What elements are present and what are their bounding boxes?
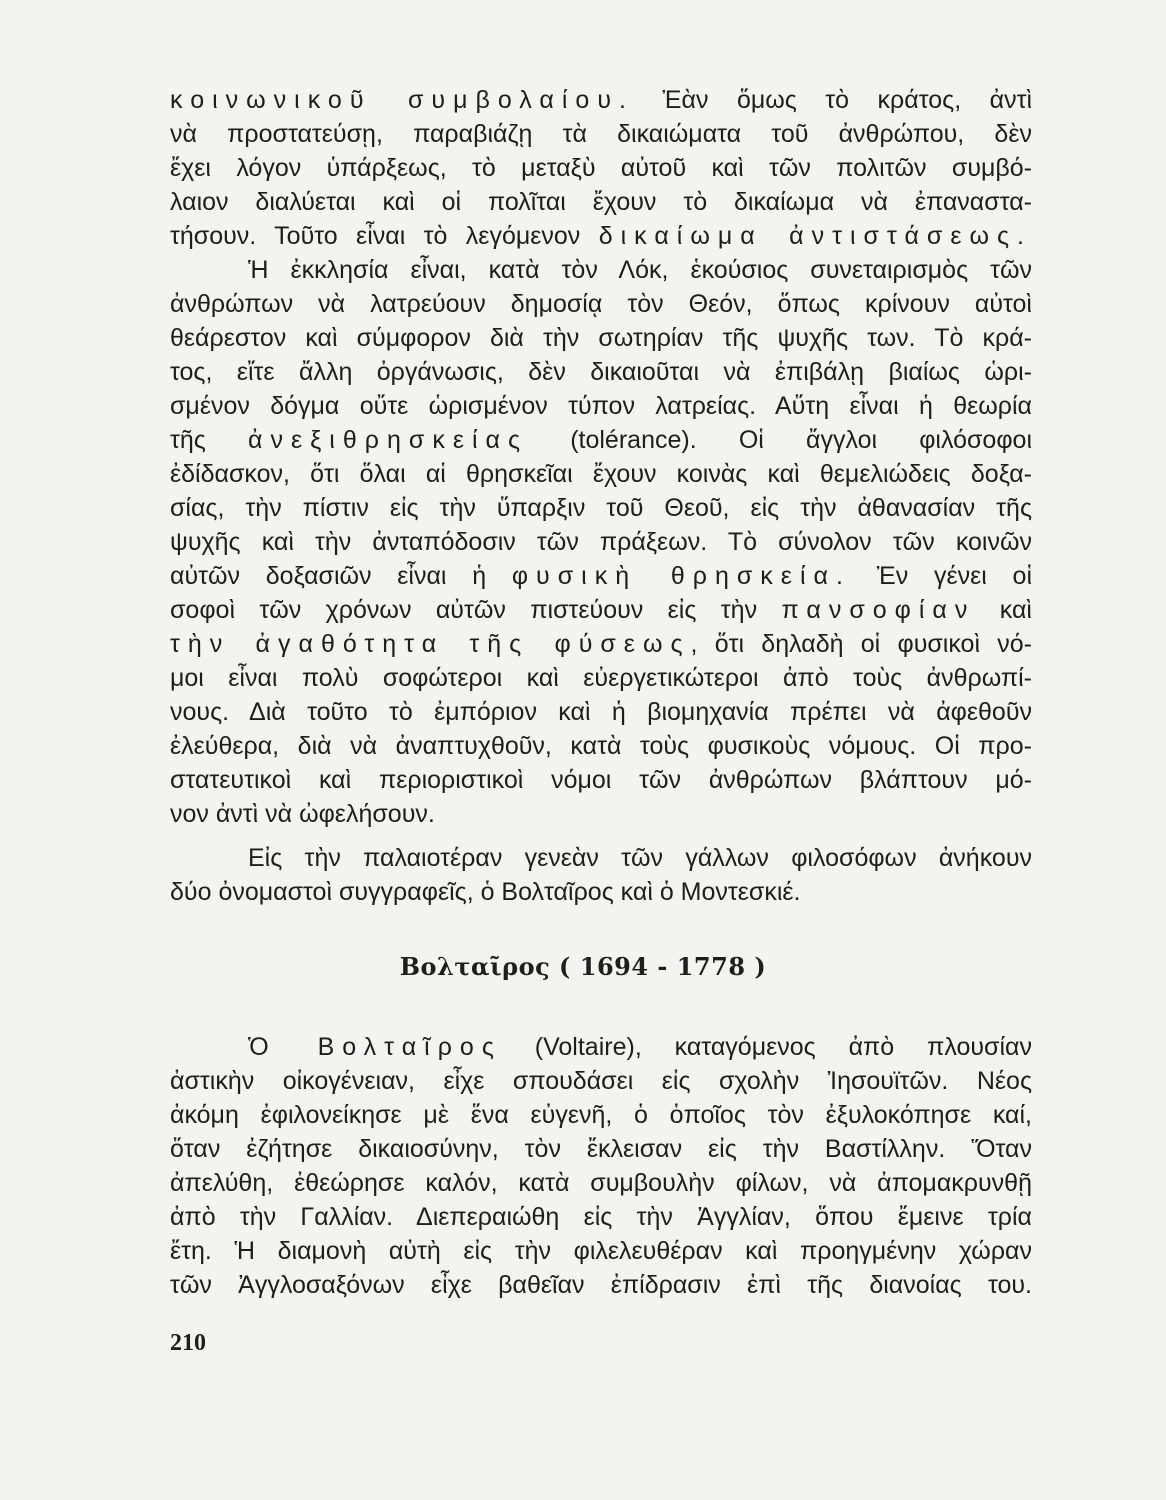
section-heading: Βολταῖρος ( 1694 - 1778 ) xyxy=(399,952,767,981)
text-line xyxy=(170,763,1032,797)
spaced-emphasis-text: κοινωνικοῦ συμβολαίου. xyxy=(170,86,634,114)
spaced-emphasis-text: Ὁ Βολταῖρος xyxy=(248,1033,502,1061)
text-segment: (Voltaire), καταγόμενος ἀπὸ πλουσίαν xyxy=(501,1033,1032,1061)
text-line xyxy=(170,593,1032,627)
text-line xyxy=(170,185,1032,219)
text-line xyxy=(170,321,1032,355)
text-line xyxy=(170,83,1032,117)
text-segment: ἀπὸ τὴν Γαλλίαν. Διεπεραιώθη εἰς τὴν Ἀγγλίαν, ὅπου ἔμεινε τρία xyxy=(170,1203,1032,1231)
spaced-emphasis-text: πανσοφίαν xyxy=(781,596,976,624)
text-segment: (tolérance). Οἱ ἄγγλοι φιλόσοφοι xyxy=(528,426,1032,454)
page-number: 210 xyxy=(170,1330,206,1356)
text-segment: τῆς xyxy=(170,426,249,454)
text-segment: ἔτη. Ἡ διαμονὴ αὐτὴ εἰς τὴν φιλελευθέραν καὶ προηγμένην χώραν xyxy=(170,1237,1032,1265)
text-segment: Ἐν γένει οἱ xyxy=(850,562,1032,590)
text-segment: ἐδίδασκον, ὅτι ὅλαι αἱ θρησκεῖαι ἔχουν κοινὰς καὶ θεμελιώδεις δοξα- xyxy=(170,460,1032,488)
text-segment: ἀστικὴν οἰκογένειαν, εἶχε σπουδάσει εἰς σχολὴν Ἰησουϊτῶν. Νέος xyxy=(170,1067,1032,1095)
text-line xyxy=(170,253,1032,287)
text-line xyxy=(170,117,1032,151)
text-block-voltaire xyxy=(170,1030,1032,1302)
text-segment: ἀνθρώπων νὰ λατρεύουν δημοσίᾳ τὸν Θεόν, ὅπως κρίνουν αὐτοὶ xyxy=(170,290,1032,318)
paragraph xyxy=(170,841,1032,909)
text-line xyxy=(170,1030,1032,1064)
text-line xyxy=(170,287,1032,321)
text-line xyxy=(170,525,1032,559)
text-line xyxy=(170,729,1032,763)
text-segment: νὰ προστατεύσῃ, παραβιάζῃ τὰ δικαιώματα τοῦ ἀνθρώπου, δὲν xyxy=(170,120,1032,148)
text-line xyxy=(170,1166,1032,1200)
text-segment: ψυχῆς καὶ τὴν ἀνταπόδοσιν τῶν πράξεων. Τὸ σύνολον τῶν κοινῶν xyxy=(170,528,1032,556)
text-segment: τήσουν. Τοῦτο εἶναι τὸ λεγόμενον xyxy=(170,222,599,250)
text-segment: στατευτικοὶ καὶ περιοριστικοὶ νόμοι τῶν ἀνθρώπων βλάπτουν μό- xyxy=(170,766,1032,794)
text-segment: ἐλεύθερα, διὰ νὰ ἀναπτυχθοῦν, κατὰ τοὺς φυσικοὺς νόμους. Οἱ προ- xyxy=(170,732,1032,760)
text-line xyxy=(170,491,1032,525)
text-segment: , ὅτι δηλαδὴ οἱ φυσικοὶ νό- xyxy=(690,630,1032,658)
spaced-emphasis-text: δικαίωμα ἀντιστάσεως. xyxy=(598,222,1032,250)
text-line xyxy=(170,1234,1032,1268)
text-segment: ὅταν ἐζήτησε δικαιοσύνην, τὸν ἔκλεισαν εἰς τὴν Βαστίλλην. Ὅταν xyxy=(170,1135,1032,1163)
text-line xyxy=(170,1200,1032,1234)
spaced-emphasis-text: τὴν ἀγαθότητα τῆς φύσεως xyxy=(170,630,691,658)
text-line xyxy=(170,423,1032,457)
text-line xyxy=(170,151,1032,185)
text-line xyxy=(170,355,1032,389)
paragraph xyxy=(170,253,1032,831)
text-segment: θεάρεστον καὶ σύμφορον διὰ τὴν σωτηρίαν τῆς ψυχῆς των. Τὸ κρά- xyxy=(170,324,1032,352)
text-segment: σμένον δόγμα οὔτε ὡρισμένον τύπον λατρείας. Αὕτη εἶναι ἡ θεωρία xyxy=(170,392,1032,420)
text-segment: μοι εἶναι πολὺ σοφώτεροι καὶ εὐεργετικώτεροι ἀπὸ τοὺς ἀνθρωπί- xyxy=(170,664,1032,692)
text-line xyxy=(170,1268,1032,1302)
text-segment: σίας, τὴν πίστιν εἰς τὴν ὕπαρξιν τοῦ Θεοῦ, εἰς τὴν ἀθανασίαν τῆς xyxy=(170,494,1032,522)
text-segment: νους. Διὰ τοῦτο τὸ ἐμπόριον καὶ ἡ βιομηχανία πρέπει νὰ ἀφεθοῦν xyxy=(170,698,1032,726)
text-line xyxy=(170,1132,1032,1166)
paragraph xyxy=(170,83,1032,253)
text-segment: αὐτῶν δοξασιῶν εἶναι ἡ xyxy=(170,562,512,590)
text-line xyxy=(170,389,1032,423)
text-line xyxy=(170,1064,1032,1098)
text-segment: τῶν Ἀγγλοσαξόνων εἶχε βαθεῖαν ἐπίδρασιν ἐπὶ τῆς διανοίας του. xyxy=(170,1271,1032,1299)
text-block-middle xyxy=(170,841,1032,909)
text-segment: ἔχει λόγον ὑπάρξεως, τὸ μεταξὺ αὐτοῦ καὶ τῶν πολιτῶν συμβό- xyxy=(170,154,1032,182)
text-line xyxy=(170,559,1032,593)
text-segment: τος, εἴτε ἄλλη ὀργάνωσις, δὲν δικαιοῦται νὰ ἐπιβάλῃ βιαίως ὡρι- xyxy=(170,358,1032,386)
text-line xyxy=(170,1098,1032,1132)
text-block-top xyxy=(170,83,1032,831)
text-line xyxy=(170,841,1032,875)
text-segment: ἀκόμη ἐφιλονείκησε μὲ ἕνα εὐγενῆ, ὁ ὁποῖος τὸν ἐξυλοκόπησε καί, xyxy=(170,1101,1032,1129)
text-segment: σοφοὶ τῶν χρόνων αὐτῶν πιστεύουν εἰς τὴν xyxy=(170,596,782,624)
text-line xyxy=(170,661,1032,695)
text-segment: Ἡ ἐκκλησία εἶναι, κατὰ τὸν Λόκ, ἑκούσιος συνεταιρισμὸς τῶν xyxy=(248,256,1032,284)
text-line xyxy=(170,457,1032,491)
text-line xyxy=(170,627,1032,661)
text-segment: δύο ὀνομαστοὶ συγγραφεῖς, ὁ Βολταῖρος καὶ ὁ Μοντεσκιέ. xyxy=(170,878,801,906)
text-segment: ἀπελύθη, ἐθεώρησε καλόν, κατὰ συμβουλὴν φίλων, νὰ ἀπομακρυνθῇ xyxy=(170,1169,1032,1197)
text-segment: νον ἀντὶ νὰ ὠφελήσουν. xyxy=(170,800,435,828)
text-segment: καὶ xyxy=(975,596,1032,624)
text-segment: Ἐὰν ὅμως τὸ κράτος, ἀντὶ xyxy=(633,86,1032,114)
text-segment: Εἰς τὴν παλαιοτέραν γενεὰν τῶν γάλλων φιλοσόφων ἀνήκουν xyxy=(248,844,1032,872)
spaced-emphasis-text: φυσικὴ θρησκεία. xyxy=(511,562,851,590)
paragraph xyxy=(170,1030,1032,1302)
text-line xyxy=(170,219,1032,253)
text-line xyxy=(170,797,1032,831)
text-segment: λαιον διαλύεται καὶ οἱ πολῖται ἔχουν τὸ δικαίωμα νὰ ἐπαναστα- xyxy=(170,188,1032,216)
spaced-emphasis-text: ἀνεξιθρησκείας xyxy=(248,426,529,454)
text-line xyxy=(170,875,1032,909)
text-line xyxy=(170,695,1032,729)
